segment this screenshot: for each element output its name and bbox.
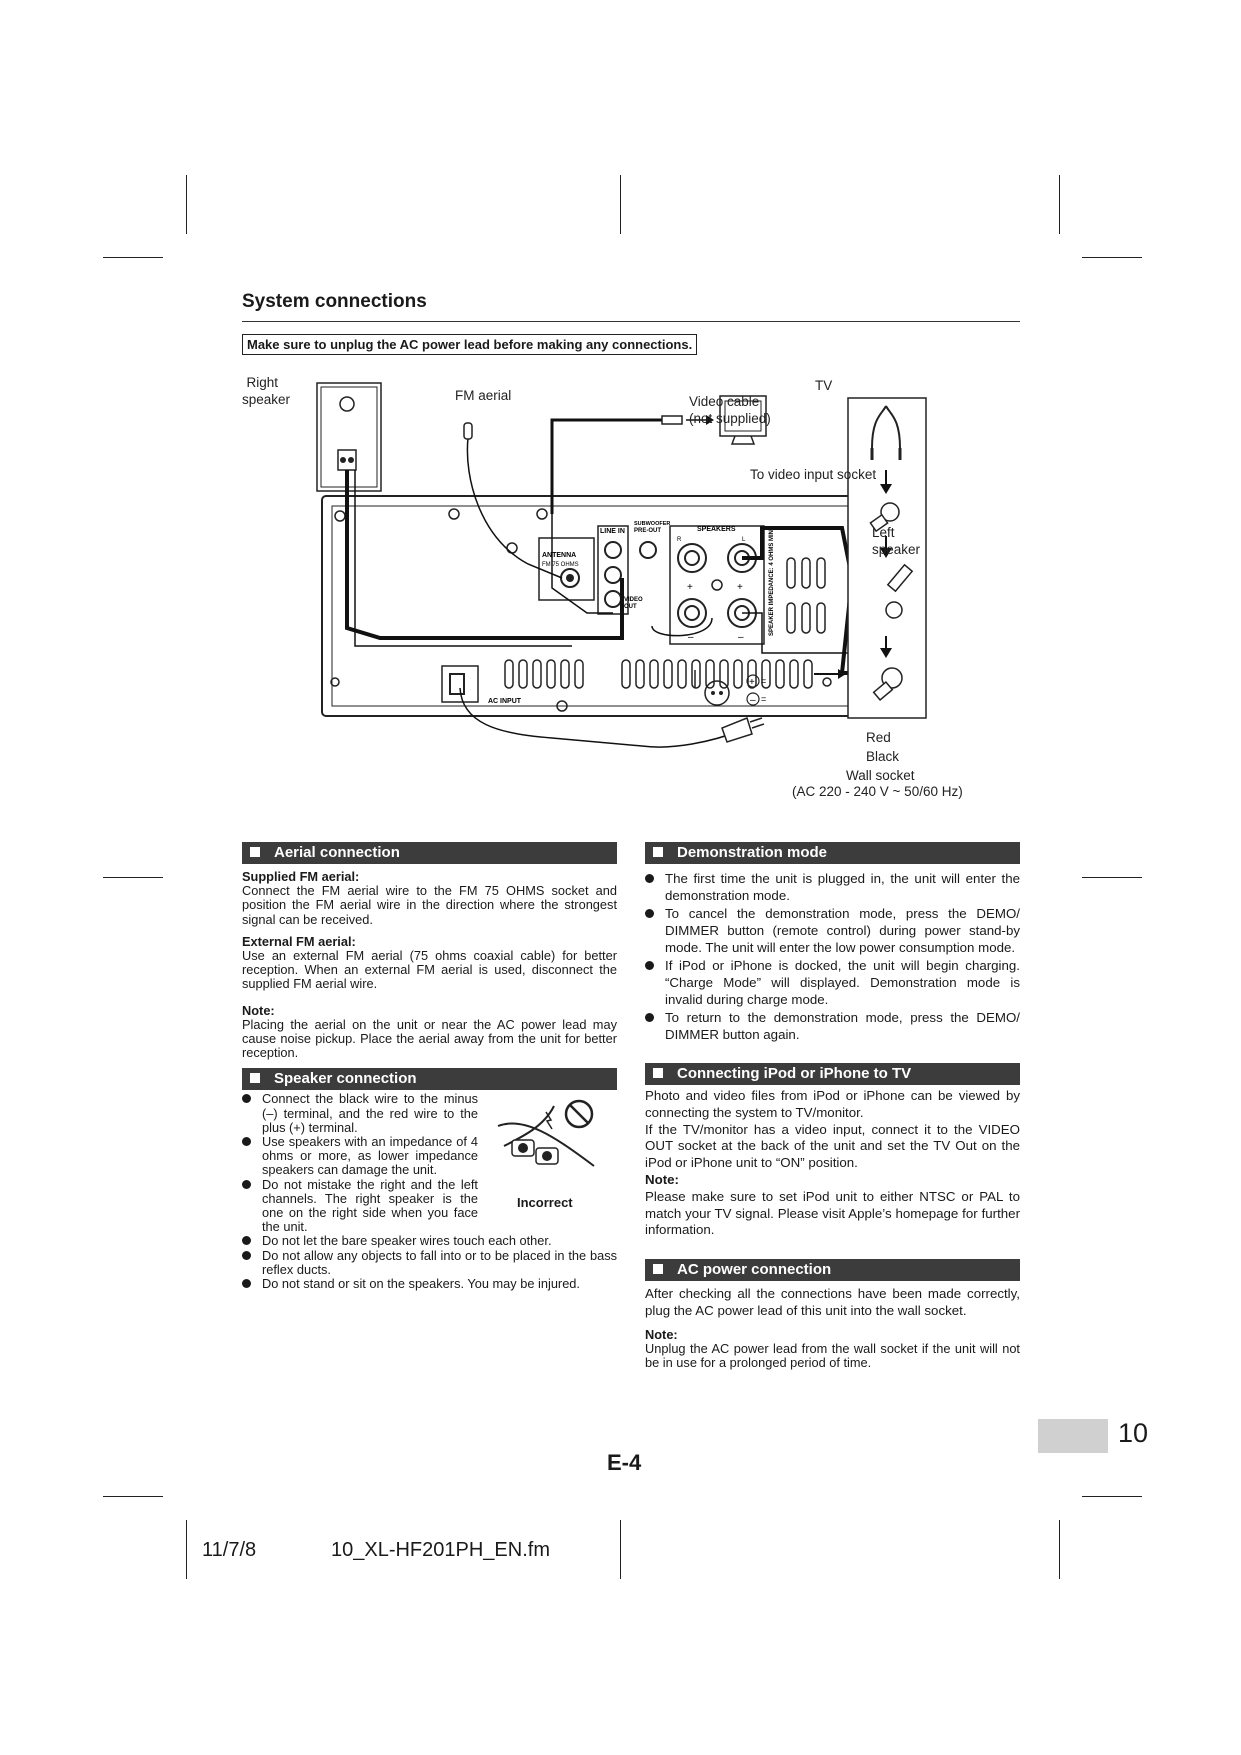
right-column [645,842,1020,1378]
incorrect-wiring-illustration [494,1096,604,1176]
ipod-heading [645,1063,1020,1085]
crop-mark [1059,1520,1060,1579]
demo-heading-text: Demonstration mode [677,844,828,861]
label-to-video-input: To video input socket [750,467,877,482]
crop-mark [186,175,187,234]
label-speaker: speaker [242,392,291,407]
svg-text:–: – [688,632,694,643]
list-item: If iPod or iPhone is docked, the unit will begin charging. “Charge Mode” will displayed. Demonstration mode is invalid during charge mode. [645,957,1020,1008]
label-red: Red [866,730,891,745]
label-fm-aerial: FM aerial [455,388,512,403]
svg-text:=: = [761,694,767,704]
page-number: 10 [1118,1418,1149,1448]
crop-mark [103,877,163,878]
list-item: Do not let the bare speaker wires touch each other. [242,1234,617,1248]
connection-diagram [242,375,1022,818]
ac-heading-text: AC power connection [677,1261,832,1279]
square-icon [653,1264,663,1274]
crop-mark [103,257,163,258]
list-item: Use speakers with an impedance of 4 ohms or more, as lower impedance speakers can damage the unit. [242,1135,478,1178]
crop-mark [1082,1496,1142,1497]
svg-text:+: + [737,582,743,593]
panel-video-out-2: OUT [624,604,637,610]
external-fm-text: Use an external FM aerial (75 ohms coaxial cable) for better reception. When an external FM aerial is used, disconnect the supplied FM aerial wire. [242,948,617,992]
square-icon [250,847,260,857]
label-video-cable-1: Video cable [689,394,760,409]
crop-mark [186,1520,187,1579]
square-icon [653,1068,663,1078]
label-video-cable-2: (not supplied) [689,411,771,426]
ipod-text-1: Photo and video files from iPod or iPhone can be viewed by connecting the system to TV/monitor. [645,1088,1020,1120]
crop-mark [103,1496,163,1497]
page-number-box [1038,1419,1108,1453]
crop-mark [620,1520,621,1579]
panel-video-out: VIDEO [624,597,643,603]
panel-pre-out: PRE-OUT [634,528,661,534]
square-icon [653,847,663,857]
crop-mark [1082,257,1142,258]
label-right: Right [246,375,278,390]
panel-fm-ohms: FM 75 OHMS [542,562,579,568]
label-wall-socket: Wall socket [846,768,915,783]
footer-date: 11/7/8 [202,1539,257,1561]
list-item: To return to the demonstration mode, press the DEMO/ DIMMER button again. [645,1009,1020,1043]
crop-mark [1059,175,1060,234]
supplied-fm-title: Supplied FM aerial: [242,869,360,884]
label-left-speaker-2: speaker [872,542,921,557]
ipod-note-title: Note: [645,1171,679,1187]
svg-text:+: + [687,582,693,593]
crop-mark [620,175,621,234]
list-item: The first time the unit is plugged in, the unit will enter the demonstration mode. [645,870,1020,904]
aerial-note-text: Placing the aerial on the unit or near the AC power lead may cause noise pickup. Place the aerial away from the unit for better reception. [242,1016,617,1061]
speaker-bullets-2 [242,1234,617,1291]
ipod-note-text: Please make sure to set iPod unit to either NTSC or PAL to match your TV signal. Please visit Apple’s homepage for further information. [645,1188,1020,1238]
square-icon [250,1073,260,1083]
panel-speakers: SPEAKERS [697,526,736,533]
title-rule [242,321,1020,322]
panel-l: L [742,537,746,543]
crop-mark [1082,877,1142,878]
label-right-speaker [242,374,291,408]
label-video-cable [689,393,771,427]
speaker-section [242,1092,617,1291]
list-item: To cancel the demonstration mode, press the DEMO/ DIMMER button (remote control) during power stand-by mode. The unit will enter the low power consumption mode. [645,905,1020,956]
supplied-fm-text: Connect the FM aerial wire to the FM 75 OHMS socket and position the FM aerial wire in the direction where the strongest signal can be received. [242,883,617,927]
speaker-heading-text: Speaker connection [274,1070,417,1088]
ac-heading [645,1259,1020,1281]
label-ac-spec: (AC 220 - 240 V ~ 50/60 Hz) [792,784,963,799]
list-item: Do not allow any objects to fall into or to be placed in the bass reflex ducts. [242,1249,617,1277]
aerial-heading-text: Aerial connection [274,844,400,861]
footer-filename: 10_XL-HF201PH_EN.fm [331,1539,550,1561]
svg-text:+: + [749,677,755,688]
demo-heading [645,842,1020,864]
page-title: System connections [242,291,427,312]
list-item: Do not stand or sit on the speakers. You may be injured. [242,1277,617,1291]
aerial-note-title: Note: [242,1002,275,1018]
aerial-heading [242,842,617,864]
label-black: Black [866,749,900,764]
demo-bullets [645,870,1020,1043]
panel-r: R [677,537,682,543]
label-left: Left [872,525,895,540]
incorrect-label: Incorrect [517,1195,573,1211]
ipod-text-2: If the TV/monitor has a video input, connect it to the VIDEO OUT socket at the back of the unit and set the TV Out on the iPod or iPhone unit to “ON” position. [645,1121,1020,1171]
svg-text:–: – [738,632,744,643]
ac-note-text: Unplug the AC power lead from the wall socket if the unit will not be in use for a prolonged period of time. [645,1340,1020,1371]
panel-antenna: ANTENNA [542,552,577,559]
panel-ac-input: AC INPUT [488,698,522,705]
external-fm-title: External FM aerial: [242,933,356,949]
label-left-speaker [872,524,920,558]
panel-line-in: LINE IN [600,528,625,535]
diagram-drawing [242,378,1022,818]
left-column [242,842,617,1299]
speaker-heading [242,1068,617,1090]
ipod-heading-text: Connecting iPod or iPhone to TV [677,1065,912,1082]
warning-box: Make sure to unplug the AC power lead before making any connections. [242,334,697,355]
svg-text:–: – [750,695,756,706]
panel-subwoofer: SUBWOOFER [634,521,671,527]
list-item: Do not mistake the right and the left channels. The right speaker is the one on the right side when you face the unit. [242,1178,478,1235]
panel-impedance: SPEAKER IMPEDANCE: 4 OHMS MIN. [769,528,775,636]
svg-text:=: = [761,676,767,686]
label-tv: TV [815,378,833,393]
ac-note-title: Note: [645,1326,678,1342]
list-item: Connect the black wire to the minus (–) terminal, and the red wire to the plus (+) terminal. [242,1092,478,1135]
ac-text: After checking all the connections have been made correctly, plug the AC power lead of this unit into the wall socket. [645,1286,1020,1318]
page-code: E-4 [607,1450,642,1475]
